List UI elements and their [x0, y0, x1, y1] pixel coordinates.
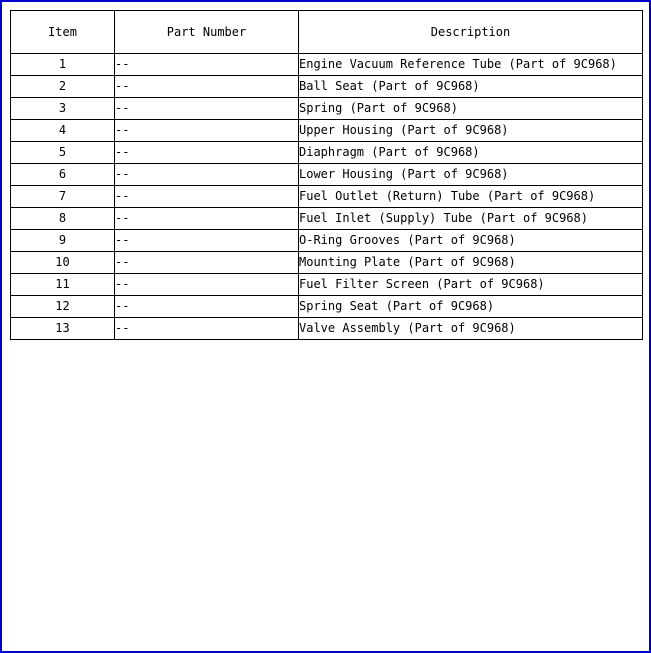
item-number-cell: 11 [11, 274, 115, 296]
table-row [11, 54, 643, 76]
table-row [11, 142, 643, 164]
description-cell: Valve Assembly (Part of 9C968) [299, 318, 643, 340]
header-row [11, 11, 643, 54]
description-cell: Mounting Plate (Part of 9C968) [299, 252, 643, 274]
item-number-cell: 8 [11, 208, 115, 230]
part-number-cell: -- [115, 98, 299, 120]
table-row [11, 274, 643, 296]
description-cell: Spring (Part of 9C968) [299, 98, 643, 120]
description-cell: Diaphragm (Part of 9C968) [299, 142, 643, 164]
part-number-cell: -- [115, 76, 299, 98]
header-description: Description [299, 11, 643, 54]
description-cell: Spring Seat (Part of 9C968) [299, 296, 643, 318]
table-row [11, 164, 643, 186]
part-number-cell: -- [115, 274, 299, 296]
table-row [11, 186, 643, 208]
description-cell: O-Ring Grooves (Part of 9C968) [299, 230, 643, 252]
item-number-cell: 2 [11, 76, 115, 98]
part-number-cell: -- [115, 318, 299, 340]
table-row [11, 76, 643, 98]
description-cell: Fuel Filter Screen (Part of 9C968) [299, 274, 643, 296]
table-body [11, 54, 643, 340]
table-row [11, 318, 643, 340]
part-number-cell: -- [115, 296, 299, 318]
part-number-cell: -- [115, 120, 299, 142]
table-row [11, 208, 643, 230]
description-cell: Upper Housing (Part of 9C968) [299, 120, 643, 142]
table-header [11, 11, 643, 54]
part-number-cell: -- [115, 54, 299, 76]
part-number-cell: -- [115, 252, 299, 274]
item-number-cell: 4 [11, 120, 115, 142]
description-cell: Fuel Outlet (Return) Tube (Part of 9C968) [299, 186, 643, 208]
item-number-cell: 12 [11, 296, 115, 318]
description-cell: Fuel Inlet (Supply) Tube (Part of 9C968) [299, 208, 643, 230]
part-number-cell: -- [115, 186, 299, 208]
item-number-cell: 6 [11, 164, 115, 186]
description-cell: Lower Housing (Part of 9C968) [299, 164, 643, 186]
item-number-cell: 9 [11, 230, 115, 252]
part-number-cell: -- [115, 208, 299, 230]
part-number-cell: -- [115, 230, 299, 252]
table-row [11, 252, 643, 274]
table-row [11, 98, 643, 120]
item-number-cell: 1 [11, 54, 115, 76]
part-number-cell: -- [115, 164, 299, 186]
part-number-cell: -- [115, 142, 299, 164]
header-part-number: Part Number [115, 11, 299, 54]
item-number-cell: 5 [11, 142, 115, 164]
item-number-cell: 7 [11, 186, 115, 208]
table-row [11, 296, 643, 318]
description-cell: Engine Vacuum Reference Tube (Part of 9C968) [299, 54, 643, 76]
item-number-cell: 10 [11, 252, 115, 274]
item-number-cell: 13 [11, 318, 115, 340]
header-item: Item [11, 11, 115, 54]
table-row [11, 120, 643, 142]
table-row [11, 230, 643, 252]
parts-table [10, 10, 643, 340]
description-cell: Ball Seat (Part of 9C968) [299, 76, 643, 98]
item-number-cell: 3 [11, 98, 115, 120]
